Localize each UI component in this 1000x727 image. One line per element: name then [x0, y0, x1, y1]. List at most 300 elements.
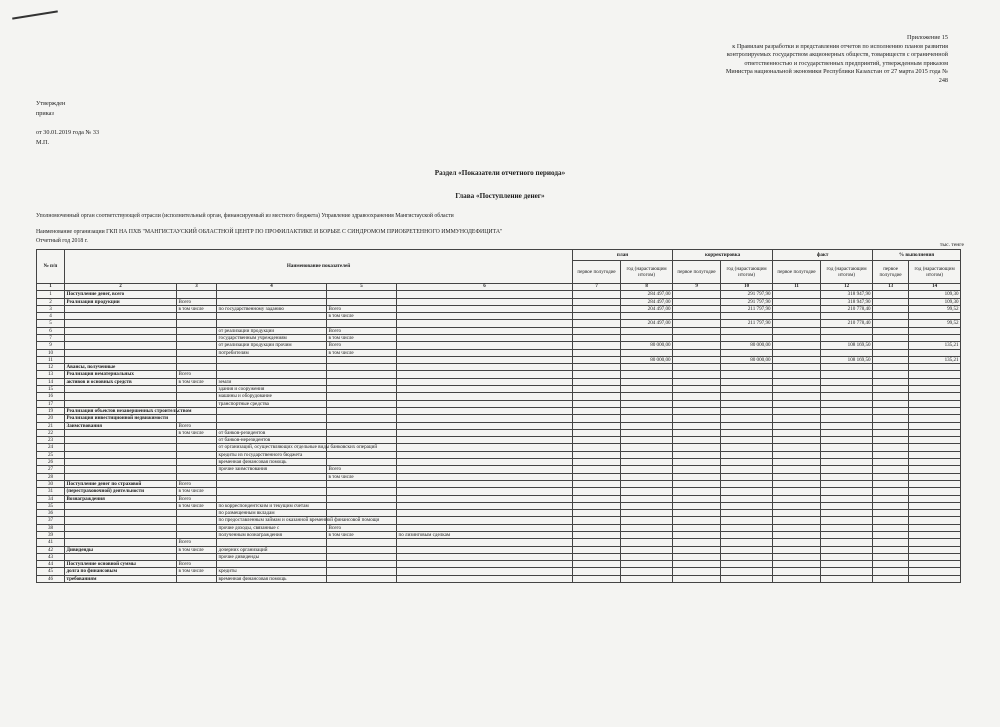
value-cell [873, 488, 909, 495]
report-year-line: Отчетный год 2018 г. [36, 238, 88, 244]
value-cell [821, 568, 873, 575]
column-number: 7 [573, 284, 621, 291]
value-cell: 135,21 [909, 342, 961, 349]
value-cell [873, 532, 909, 539]
header-year: год (нарастающим итогом) [821, 261, 873, 284]
value-cell [721, 459, 773, 466]
extra-detail-cell [397, 451, 573, 458]
subdetail-cell [327, 393, 397, 400]
row-number-cell: 42 [37, 546, 65, 553]
value-cell [673, 444, 721, 451]
subdetail-cell [327, 568, 397, 575]
value-cell [873, 553, 909, 560]
row-number-cell: 24 [37, 444, 65, 451]
authorized-organ-line: Уполномоченный орган соответствующей отрасли (исполнительный орган, финансируемый из местного бюджета) Управление здравоохранения Мангистауской области [36, 213, 454, 219]
subcategory-cell [177, 553, 217, 560]
appendix-line: ответственностью и государственных предприятий, утвержденным приказом [744, 59, 948, 67]
table-row [37, 553, 961, 560]
value-cell [573, 298, 621, 305]
value-cell [573, 334, 621, 341]
value-cell [573, 386, 621, 393]
value-cell [873, 466, 909, 473]
table-row [37, 400, 961, 407]
appendix-line: Министра национальной экономики Республики Казахстан от 27 марта 2015 года № [725, 68, 948, 76]
subcategory-cell: Всего [177, 539, 217, 546]
indicator-cell: Заимствования [65, 422, 177, 429]
value-cell [673, 488, 721, 495]
indicator-cell: Реализация инвестиционной недвижимости [65, 415, 177, 422]
extra-detail-cell [397, 459, 573, 466]
indicator-cell: Поступление основной суммы [65, 561, 177, 568]
appendix-note [648, 34, 948, 86]
table-row [37, 349, 961, 356]
value-cell [773, 502, 821, 509]
indicator-cell: Реализация объектов незавершенных строительством [66, 407, 192, 414]
table-row [37, 561, 961, 568]
indicator-cell: Поступление денег, всего [65, 291, 177, 298]
value-cell [873, 561, 909, 568]
subcategory-cell: Всего [177, 495, 217, 502]
value-cell [573, 524, 621, 531]
value-cell [773, 444, 821, 451]
detail-cell [217, 371, 327, 378]
subdetail-cell [327, 459, 397, 466]
detail-cell: от банков-резидентов [217, 429, 327, 436]
table-row [37, 371, 961, 378]
value-cell [621, 415, 673, 422]
value-cell [721, 553, 773, 560]
value-cell [621, 466, 673, 473]
table-row [37, 407, 961, 414]
row-number-cell: 13 [37, 371, 65, 378]
value-cell [573, 459, 621, 466]
value-cell [773, 495, 821, 502]
value-cell [873, 495, 909, 502]
row-number-cell: 3 [37, 305, 65, 312]
value-cell [873, 510, 909, 517]
value-cell [621, 364, 673, 371]
subdetail-cell [327, 298, 397, 305]
value-cell [673, 473, 721, 480]
value-cell [621, 407, 673, 414]
value-cell [721, 313, 773, 320]
value-cell [909, 378, 961, 385]
subcategory-cell: в том числе [177, 429, 217, 436]
detail-cell: потребителям [217, 349, 327, 356]
detail-cell: транспортные средства [217, 400, 327, 407]
subdetail-cell [327, 429, 397, 436]
row-number-cell: 27 [37, 466, 65, 473]
detail-cell: земли [217, 378, 327, 385]
value-cell [773, 510, 821, 517]
value-cell [873, 517, 909, 524]
header-first-half: первое полугодие [573, 261, 621, 284]
value-cell: 80 000,00 [721, 342, 773, 349]
value-cell [773, 407, 821, 414]
value-cell [673, 298, 721, 305]
extra-detail-cell [397, 298, 573, 305]
value-cell [873, 327, 909, 334]
value-cell [673, 313, 721, 320]
row-number-cell: 15 [37, 386, 65, 393]
detail-cell [217, 539, 327, 546]
value-cell [721, 575, 773, 582]
extra-detail-cell [397, 466, 573, 473]
table-row [37, 444, 961, 451]
header-percent: % выполнения [873, 250, 961, 261]
row-number-cell: 26 [37, 459, 65, 466]
table-row [37, 415, 961, 422]
value-cell [821, 459, 873, 466]
row-number-cell: 25 [37, 451, 65, 458]
table-row [37, 437, 961, 444]
extra-detail-cell [397, 561, 573, 568]
value-cell [621, 510, 673, 517]
value-cell [773, 400, 821, 407]
subcategory-cell [177, 510, 217, 517]
subdetail-cell [327, 561, 397, 568]
value-cell [573, 466, 621, 473]
indicator-cell [65, 553, 177, 560]
value-cell [909, 386, 961, 393]
detail-cell [217, 561, 327, 568]
indicator-cell [65, 320, 177, 327]
value-cell [621, 568, 673, 575]
organization-name-line: Наименование организации ГКП НА ПХВ "МАНГИСТАУСКИЙ ОБЛАСТНОЙ ЦЕНТР ПО ПРОФИЛАКТИКЕ И БОРЬБЕ С СИНДРОМОМ ПРИОБРЕТЕННОГО ИММУНОДЕФИЦИТА" [36, 229, 503, 235]
value-cell [621, 561, 673, 568]
value-cell [573, 313, 621, 320]
value-cell [773, 568, 821, 575]
row-number-cell: 38 [37, 524, 65, 531]
row-number-cell: 30 [37, 480, 65, 487]
extra-detail-cell [397, 356, 573, 363]
value-cell [673, 510, 721, 517]
value-cell [573, 444, 621, 451]
value-cell [621, 524, 673, 531]
approval-block [36, 99, 99, 147]
row-number-cell: 4 [37, 313, 65, 320]
subdetail-cell [327, 371, 397, 378]
subcategory-cell: в том числе [177, 305, 217, 312]
extra-detail-cell [397, 444, 573, 451]
appendix-line: к Правилам разработки и представления отчетов по исполнению планов развития [732, 42, 948, 50]
value-cell [621, 393, 673, 400]
table-row [37, 429, 961, 436]
extra-detail-cell [397, 400, 573, 407]
value-cell [873, 386, 909, 393]
value-cell [909, 444, 961, 451]
table-row [37, 386, 961, 393]
value-cell [721, 510, 773, 517]
value-cell [673, 320, 721, 327]
value-cell [573, 378, 621, 385]
value-cell [909, 451, 961, 458]
value-cell [873, 407, 909, 414]
value-cell [673, 291, 721, 298]
extra-detail-cell [397, 386, 573, 393]
value-cell [821, 407, 873, 414]
value-cell [673, 480, 721, 487]
row-number-cell: 28 [37, 473, 65, 480]
table-row [37, 502, 961, 509]
value-cell [721, 422, 773, 429]
subdetail-cell: в том числе [327, 349, 397, 356]
value-cell [909, 459, 961, 466]
value-cell [873, 444, 909, 451]
column-numbers-row [37, 284, 961, 291]
value-cell [873, 429, 909, 436]
subcategory-cell: Всего [177, 298, 217, 305]
scan-mark [12, 10, 58, 19]
value-cell [573, 371, 621, 378]
value-cell [621, 386, 673, 393]
table-row [37, 575, 961, 582]
column-number: 9 [673, 284, 721, 291]
value-cell [673, 415, 721, 422]
value-cell [821, 393, 873, 400]
value-cell [621, 459, 673, 466]
value-cell [721, 539, 773, 546]
extra-detail-cell [397, 415, 573, 422]
value-cell [621, 546, 673, 553]
extra-detail-cell [397, 568, 573, 575]
value-cell [909, 407, 961, 414]
value-cell [573, 356, 621, 363]
subcategory-cell: в том числе [177, 488, 217, 495]
value-cell [621, 553, 673, 560]
subcategory-cell [177, 356, 217, 363]
indicator-cell [65, 305, 177, 312]
value-cell [673, 378, 721, 385]
value-cell [773, 539, 821, 546]
value-cell [721, 407, 773, 414]
value-cell [873, 539, 909, 546]
value-cell [621, 429, 673, 436]
value-cell [821, 364, 873, 371]
table-row [37, 305, 961, 312]
value-cell [673, 393, 721, 400]
subcategory-cell [177, 313, 217, 320]
header-plan: план [573, 250, 673, 261]
value-cell [621, 444, 673, 451]
value-cell [621, 451, 673, 458]
value-cell [873, 364, 909, 371]
value-cell [673, 524, 721, 531]
detail-cell: здания и сооружения [217, 386, 327, 393]
value-cell [821, 349, 873, 356]
subdetail-cell [327, 575, 397, 582]
value-cell [821, 422, 873, 429]
subdetail-cell [327, 546, 397, 553]
indicator-cell: Реализация продукции [65, 298, 177, 305]
row-number-cell: 1 [37, 291, 65, 298]
subcategory-cell [177, 386, 217, 393]
subdetail-cell [327, 415, 397, 422]
value-cell [673, 502, 721, 509]
value-cell [721, 451, 773, 458]
subcategory-cell [177, 451, 217, 458]
indicator-cell [65, 342, 177, 349]
detail-cell: по корреспондентским и текущим счетам [217, 502, 327, 509]
indicator-cell: Реализация нематериальных [65, 371, 177, 378]
row-number-cell: 39 [37, 532, 65, 539]
subcategory-cell [177, 473, 217, 480]
indicator-cell [65, 429, 177, 436]
value-cell [873, 473, 909, 480]
chapter-title: Глава «Поступление денег» [455, 192, 545, 200]
subcategory-cell: в том числе [177, 546, 217, 553]
value-cell: 80 000,00 [621, 356, 673, 363]
detail-cell: по предоставленным займам и оказанной временной финансовой помощи [218, 517, 380, 524]
approved-label: Утвержден [36, 100, 66, 107]
value-cell [721, 568, 773, 575]
subcategory-cell: Всего [177, 371, 217, 378]
detail-cell [217, 488, 327, 495]
value-cell [773, 371, 821, 378]
value-cell [573, 407, 621, 414]
value-cell [773, 313, 821, 320]
value-cell [721, 480, 773, 487]
value-cell [721, 334, 773, 341]
value-cell [773, 488, 821, 495]
row-number-cell: 5 [37, 320, 65, 327]
value-cell [673, 407, 721, 414]
detail-cell [217, 495, 327, 502]
value-cell [721, 517, 773, 524]
table-row [37, 539, 961, 546]
header-year: год (нарастающим итогом) [721, 261, 773, 284]
table-row [37, 488, 961, 495]
subdetail-cell [327, 320, 397, 327]
value-cell [873, 422, 909, 429]
value-cell [621, 502, 673, 509]
value-cell [773, 517, 821, 524]
value-cell [573, 415, 621, 422]
value-cell [573, 451, 621, 458]
value-cell [673, 532, 721, 539]
value-cell: 99,52 [909, 320, 961, 327]
row-number-cell: 46 [37, 575, 65, 582]
subdetail-cell [327, 488, 397, 495]
value-cell [721, 495, 773, 502]
detail-cell [217, 320, 327, 327]
extra-detail-cell [397, 313, 573, 320]
subcategory-cell [177, 524, 217, 531]
extra-detail-cell [397, 495, 573, 502]
value-cell [621, 400, 673, 407]
value-cell [621, 422, 673, 429]
subdetail-cell [327, 495, 397, 502]
row-number-cell: 35 [37, 502, 65, 509]
subcategory-cell [177, 393, 217, 400]
column-number: 11 [773, 284, 821, 291]
indicator-cell [65, 400, 177, 407]
value-cell [721, 400, 773, 407]
value-cell [673, 342, 721, 349]
value-cell [773, 415, 821, 422]
value-cell [773, 305, 821, 312]
value-cell: 284 497,00 [621, 291, 673, 298]
table-row [37, 510, 961, 517]
value-cell [621, 532, 673, 539]
subcategory-cell [177, 444, 217, 451]
value-cell [773, 524, 821, 531]
row-number-cell: 9 [37, 342, 65, 349]
value-cell [773, 342, 821, 349]
header-first-half: первое полугодие [873, 261, 909, 284]
value-cell [873, 459, 909, 466]
value-cell [573, 349, 621, 356]
value-cell [573, 495, 621, 502]
indicator-cell [65, 532, 177, 539]
value-cell: 291 797,90 [721, 291, 773, 298]
value-cell [721, 502, 773, 509]
table-row [37, 495, 961, 502]
value-cell [873, 480, 909, 487]
value-cell [573, 502, 621, 509]
value-cell [573, 473, 621, 480]
value-cell: 135,21 [909, 356, 961, 363]
indicator-cell [65, 356, 177, 363]
value-cell [573, 532, 621, 539]
value-cell [773, 393, 821, 400]
table-row [37, 459, 961, 466]
value-cell [673, 371, 721, 378]
subcategory-cell: в том числе [177, 568, 217, 575]
value-cell [573, 291, 621, 298]
subcategory-cell [177, 364, 217, 371]
table-row [37, 356, 961, 363]
subdetail-cell: Всего [327, 327, 397, 334]
extra-detail-cell [397, 502, 573, 509]
extra-detail-cell [397, 546, 573, 553]
value-cell [721, 524, 773, 531]
detail-cell [217, 422, 327, 429]
value-cell [673, 305, 721, 312]
value-cell [673, 466, 721, 473]
subdetail-cell [327, 553, 397, 560]
value-cell: 108 169,50 [821, 342, 873, 349]
table-row [37, 364, 961, 371]
value-cell [573, 553, 621, 560]
value-cell [909, 488, 961, 495]
value-cell [673, 517, 721, 524]
value-cell [673, 386, 721, 393]
detail-cell [217, 313, 327, 320]
detail-cell: прочие доходы, связанные с [217, 524, 327, 531]
subcategory-cell: в том числе [177, 502, 217, 509]
header-name: Наименование показателей [65, 250, 573, 284]
value-cell [573, 305, 621, 312]
value-cell [909, 415, 961, 422]
value-cell [773, 334, 821, 341]
value-cell [873, 400, 909, 407]
value-cell [873, 334, 909, 341]
subdetail-cell [327, 364, 397, 371]
value-cell [873, 378, 909, 385]
header-correction: корректировка [673, 250, 773, 261]
table-row [37, 393, 961, 400]
value-cell [621, 473, 673, 480]
value-cell [909, 437, 961, 444]
value-cell [821, 524, 873, 531]
value-cell: 211 797,90 [721, 305, 773, 312]
value-cell [721, 561, 773, 568]
value-cell [621, 517, 673, 524]
table-row [37, 313, 961, 320]
value-cell [773, 429, 821, 436]
value-cell [673, 451, 721, 458]
